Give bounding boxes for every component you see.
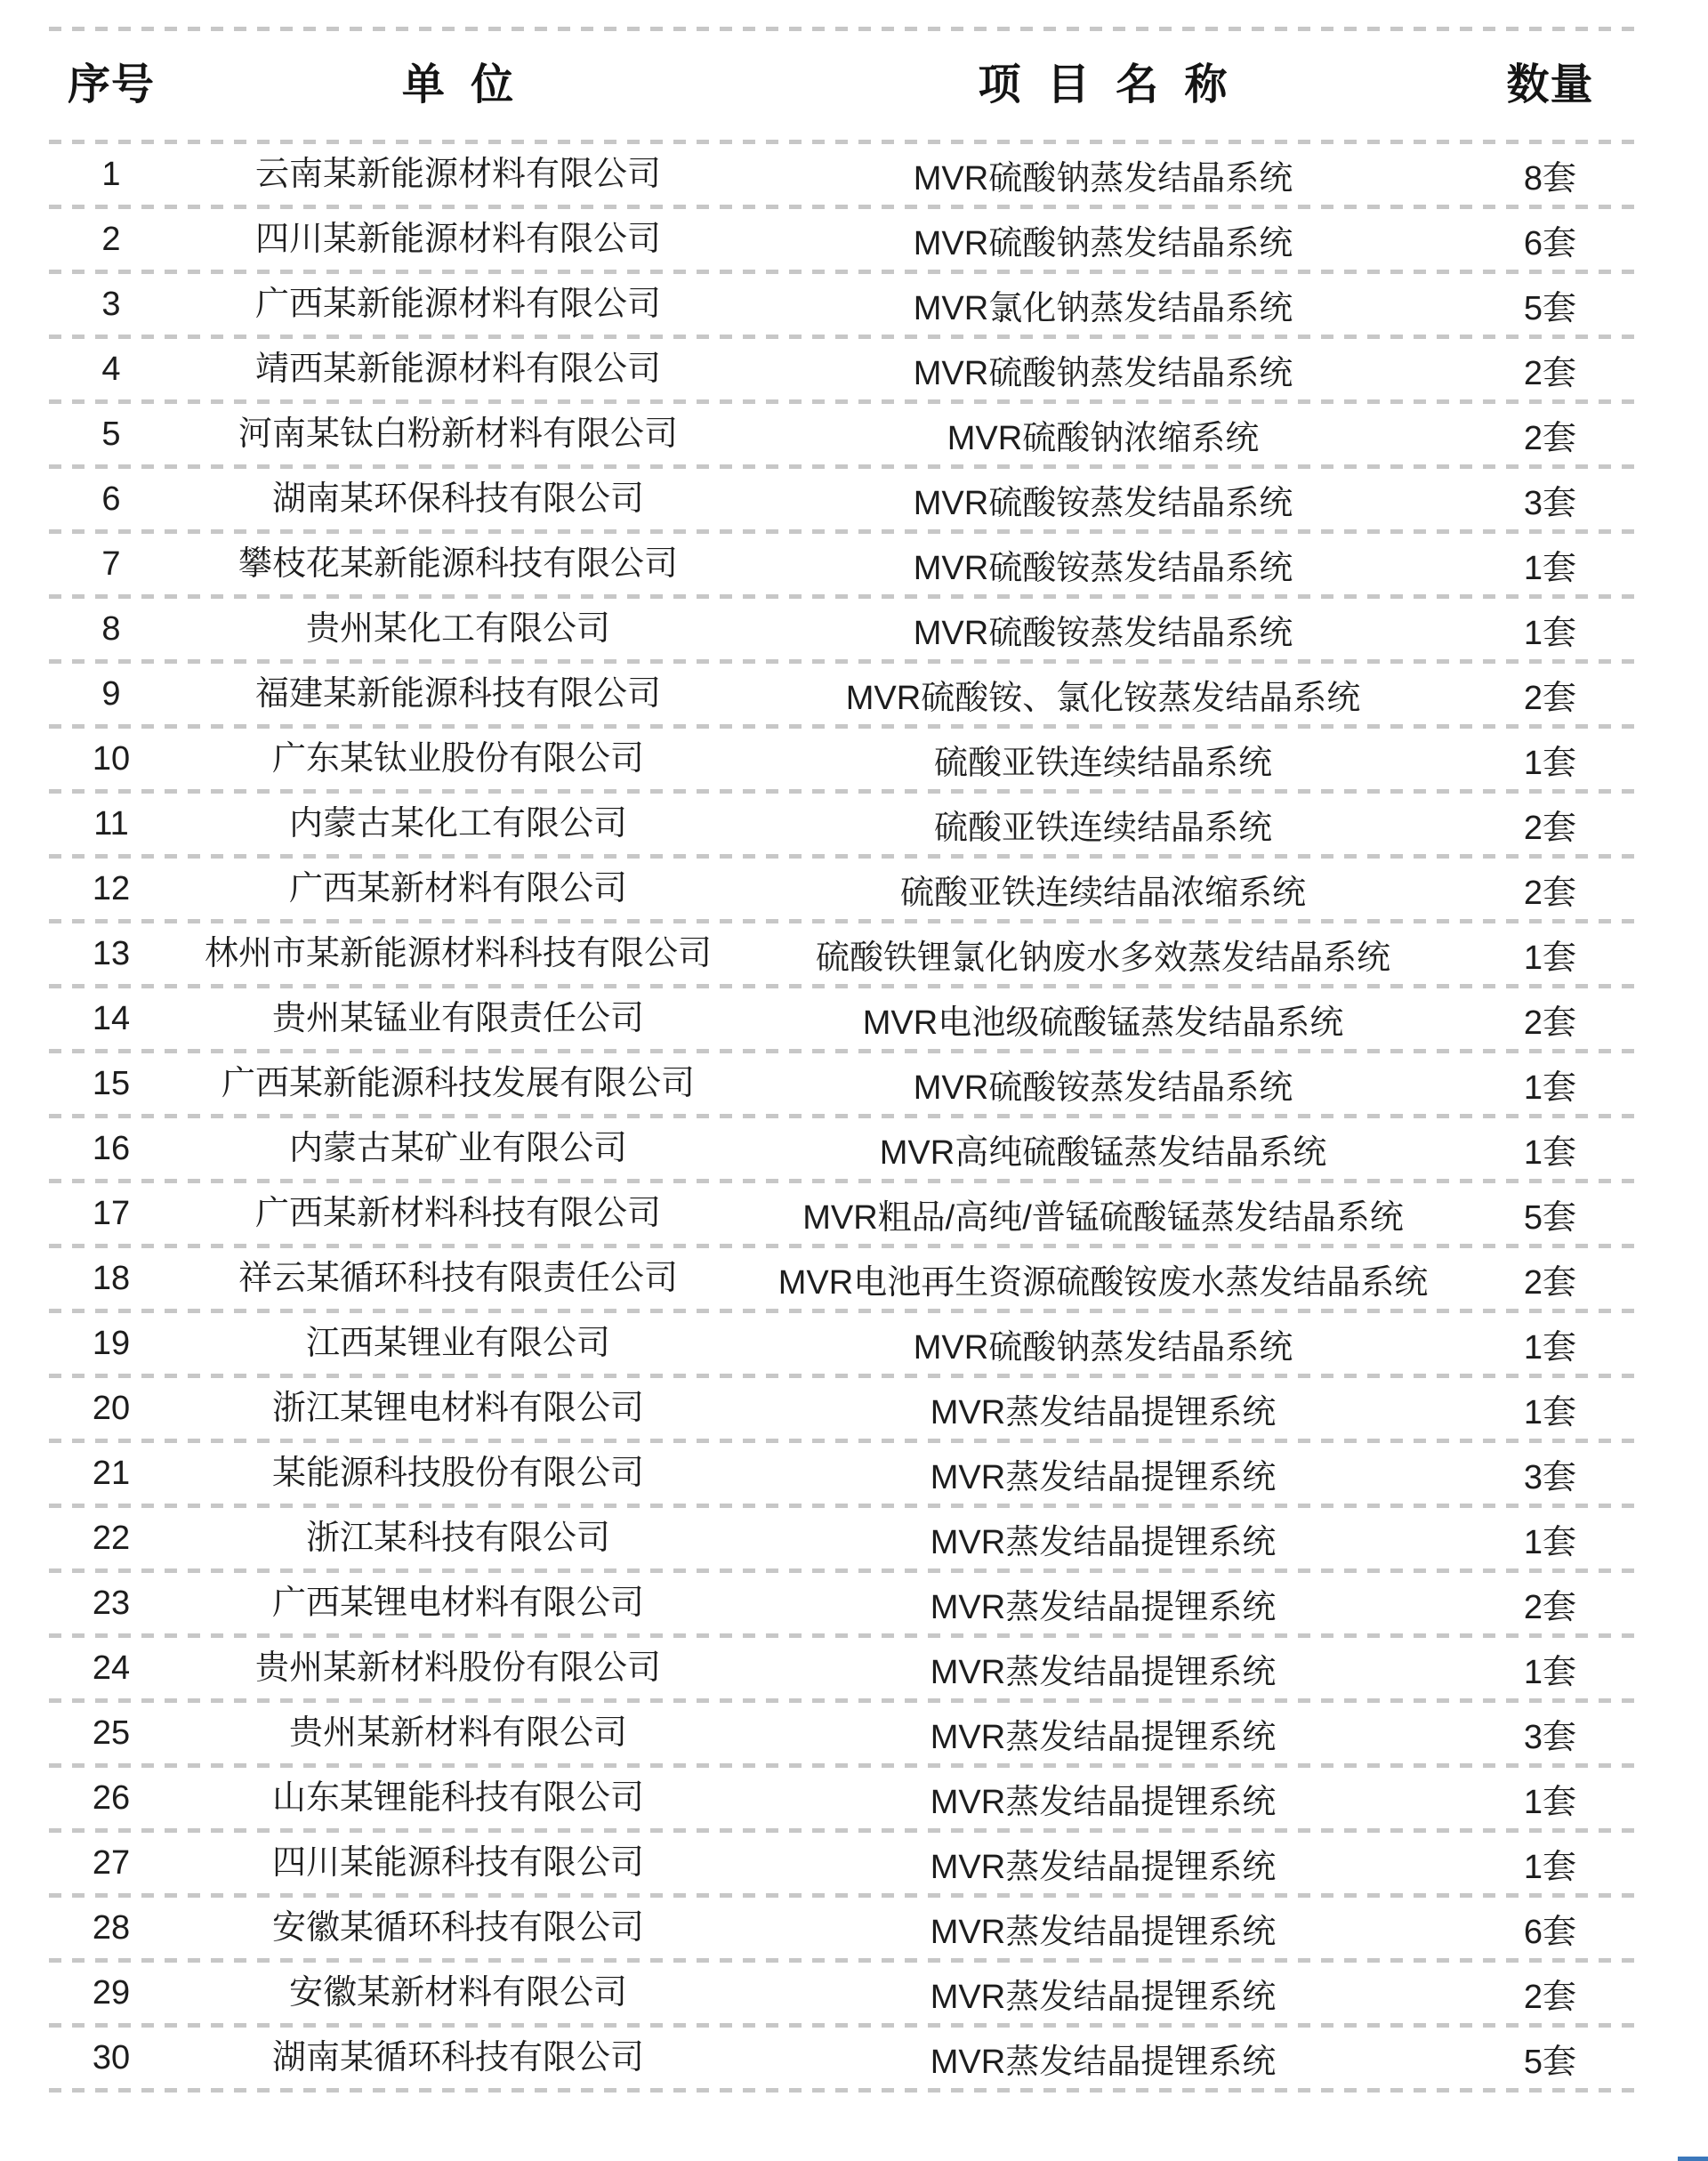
project-cell: MVR高纯硫酸锰蒸发结晶系统 [879, 1134, 1327, 1172]
company-cell: 广西某新能源材料有限公司 [254, 286, 661, 323]
row-index-cell: 30 [92, 2039, 131, 2076]
quantity-cell: 2套 [1523, 1264, 1577, 1302]
company-cell: 福建某新能源科技有限公司 [254, 675, 661, 713]
quantity-cell: 2套 [1523, 875, 1577, 912]
project-cell: MVR硫酸铵、氯化铵蒸发结晶系统 [845, 680, 1361, 717]
project-cell: MVR蒸发结晶提锂系统 [930, 1719, 1277, 1756]
company-cell: 四川某能源科技有限公司 [271, 1844, 644, 1882]
row-index-cell: 8 [101, 610, 121, 648]
quantity-cell: 1套 [1523, 1394, 1577, 1431]
project-cell: MVR硫酸铵蒸发结晶系统 [913, 615, 1293, 652]
project-cell: MVR蒸发结晶提锂系统 [930, 1979, 1277, 2016]
company-cell: 山东某锂能科技有限公司 [271, 1779, 644, 1817]
project-cell: 硫酸铁锂氯化钠废水多效蒸发结晶系统 [815, 939, 1390, 977]
table-row [49, 1703, 1637, 1763]
company-cell: 广西某新材料科技有限公司 [254, 1195, 661, 1232]
quantity-cell: 1套 [1523, 1654, 1577, 1691]
table-row [49, 923, 1637, 984]
table-row [49, 1118, 1637, 1179]
table-row [49, 1573, 1637, 1633]
table-row [49, 988, 1637, 1049]
project-cell: MVR硫酸钠蒸发结晶系统 [913, 1329, 1293, 1367]
table-row [49, 274, 1637, 335]
project-cell: MVR硫酸钠蒸发结晶系统 [913, 160, 1293, 198]
quantity-cell: 1套 [1523, 1524, 1577, 1561]
company-cell: 湖南某循环科技有限公司 [271, 2039, 644, 2076]
company-cell: 贵州某新材料股份有限公司 [254, 1649, 661, 1687]
header-index: 序号 [67, 61, 155, 109]
company-cell: 安徽某循环科技有限公司 [271, 1909, 644, 1947]
project-cell: MVR硫酸钠蒸发结晶系统 [913, 355, 1293, 392]
row-index-cell: 29 [92, 1974, 131, 2012]
quantity-cell: 6套 [1523, 225, 1577, 262]
table-row [49, 2028, 1637, 2088]
project-cell: MVR蒸发结晶提锂系统 [930, 1849, 1277, 1886]
table-row [49, 534, 1637, 594]
quantity-cell: 1套 [1523, 1134, 1577, 1172]
company-cell: 河南某钛白粉新材料有限公司 [238, 415, 678, 453]
table-row [49, 729, 1637, 789]
quantity-cell: 2套 [1523, 1004, 1577, 1042]
header-quantity: 数量 [1506, 61, 1594, 109]
row-index-cell: 26 [92, 1779, 131, 1817]
quantity-cell: 6套 [1523, 1914, 1577, 1951]
table-header-row [49, 31, 1637, 140]
quantity-cell: 3套 [1523, 485, 1577, 522]
table-row [49, 664, 1637, 724]
quantity-cell: 1套 [1523, 939, 1577, 977]
table-row [49, 794, 1637, 854]
row-index-cell: 13 [92, 935, 131, 972]
row-index-cell: 25 [92, 1714, 131, 1752]
quantity-cell: 1套 [1523, 1784, 1577, 1821]
quantity-cell: 3套 [1523, 1459, 1577, 1496]
company-cell: 祥云某循环科技有限责任公司 [238, 1260, 678, 1297]
table-row [49, 209, 1637, 270]
project-cell: MVR蒸发结晶提锂系统 [930, 2044, 1277, 2081]
project-cell: MVR粗品/高纯/普锰硫酸锰蒸发结晶系统 [802, 1199, 1404, 1237]
quantity-cell: 5套 [1523, 1199, 1577, 1237]
company-cell: 浙江某锂电材料有限公司 [271, 1390, 644, 1427]
project-cell: MVR电池级硫酸锰蒸发结晶系统 [862, 1004, 1344, 1042]
header-company: 单 位 [401, 61, 515, 109]
row-index-cell: 5 [101, 415, 121, 453]
row-index-cell: 21 [92, 1455, 131, 1492]
project-cell: MVR蒸发结晶提锂系统 [930, 1654, 1277, 1691]
project-cell: MVR硫酸钠浓缩系统 [947, 420, 1260, 457]
quantity-cell: 1套 [1523, 745, 1577, 782]
table-row [49, 469, 1637, 529]
company-cell: 浙江某科技有限公司 [305, 1520, 610, 1557]
row-index-cell: 9 [101, 675, 121, 713]
company-cell: 某能源科技股份有限公司 [271, 1455, 644, 1492]
quantity-cell: 1套 [1523, 1329, 1577, 1367]
header-project: 项 目 名 称 [978, 61, 1229, 109]
row-index-cell: 11 [93, 805, 129, 843]
quantity-cell: 3套 [1523, 1719, 1577, 1756]
row-index-cell: 15 [92, 1065, 131, 1102]
table-rows [49, 144, 1637, 2092]
row-index-cell: 28 [92, 1909, 131, 1947]
company-cell: 广西某新能源科技发展有限公司 [221, 1065, 695, 1102]
quantity-cell: 1套 [1523, 1849, 1577, 1886]
project-cell: MVR蒸发结晶提锂系统 [930, 1524, 1277, 1561]
project-cell: MVR硫酸铵蒸发结晶系统 [913, 550, 1293, 587]
project-reference-table [49, 27, 1637, 2092]
project-cell: MVR电池再生资源硫酸铵废水蒸发结晶系统 [777, 1264, 1429, 1302]
project-cell: MVR蒸发结晶提锂系统 [930, 1589, 1277, 1626]
table-row [49, 1963, 1637, 2023]
row-index-cell: 7 [101, 545, 121, 583]
company-cell: 广西某新材料有限公司 [288, 870, 627, 907]
table-row [49, 1378, 1637, 1439]
row-index-cell: 14 [92, 1000, 131, 1037]
row-index-cell: 23 [92, 1584, 131, 1622]
table-row [49, 1443, 1637, 1504]
row-index-cell: 17 [92, 1195, 131, 1232]
company-cell: 江西某锂业有限公司 [305, 1325, 610, 1362]
row-index-cell: 4 [101, 351, 121, 388]
project-cell: MVR蒸发结晶提锂系统 [930, 1394, 1277, 1431]
company-cell: 广西某锂电材料有限公司 [271, 1584, 644, 1622]
table-row [49, 144, 1637, 205]
company-cell: 贵州某化工有限公司 [305, 610, 610, 648]
page-corner-accent [1678, 2157, 1708, 2161]
company-cell: 贵州某锰业有限责任公司 [271, 1000, 644, 1037]
company-cell: 安徽某新材料有限公司 [288, 1974, 627, 2012]
row-index-cell: 24 [92, 1649, 131, 1687]
row-index-cell: 18 [92, 1260, 131, 1297]
quantity-cell: 8套 [1523, 160, 1577, 198]
quantity-cell: 2套 [1523, 1979, 1577, 2016]
company-cell: 四川某新能源材料有限公司 [254, 221, 661, 258]
table-row [49, 599, 1637, 659]
row-index-cell: 16 [92, 1130, 131, 1167]
table-row [49, 1313, 1637, 1374]
quantity-cell: 1套 [1523, 550, 1577, 587]
row-index-cell: 27 [92, 1844, 131, 1882]
row-index-cell: 3 [101, 286, 121, 323]
company-cell: 云南某新能源材料有限公司 [254, 156, 661, 193]
quantity-cell: 2套 [1523, 420, 1577, 457]
quantity-cell: 2套 [1523, 680, 1577, 717]
quantity-cell: 2套 [1523, 1589, 1577, 1626]
row-divider [49, 2088, 1637, 2092]
row-index-cell: 12 [92, 870, 131, 907]
project-cell: MVR氯化钠蒸发结晶系统 [913, 290, 1293, 327]
quantity-cell: 1套 [1523, 615, 1577, 652]
project-cell: MVR硫酸铵蒸发结晶系统 [913, 1069, 1293, 1107]
table-row [49, 1183, 1637, 1244]
company-cell: 内蒙古某矿业有限公司 [288, 1130, 627, 1167]
project-cell: 硫酸亚铁连续结晶浓缩系统 [899, 875, 1306, 912]
company-cell: 攀枝花某新能源科技有限公司 [238, 545, 678, 583]
project-cell: MVR硫酸铵蒸发结晶系统 [913, 485, 1293, 522]
table-row [49, 1248, 1637, 1309]
table-row [49, 859, 1637, 919]
project-cell: MVR硫酸钠蒸发结晶系统 [913, 225, 1293, 262]
company-cell: 广东某钛业股份有限公司 [271, 740, 644, 778]
table-row [49, 1053, 1637, 1114]
project-cell: MVR蒸发结晶提锂系统 [930, 1459, 1277, 1496]
table-row [49, 1898, 1637, 1958]
row-index-cell: 19 [92, 1325, 131, 1362]
project-cell: MVR蒸发结晶提锂系统 [930, 1914, 1277, 1951]
quantity-cell: 1套 [1523, 1069, 1577, 1107]
table-row [49, 1638, 1637, 1698]
row-index-cell: 22 [92, 1520, 131, 1557]
row-index-cell: 2 [101, 221, 121, 258]
project-cell: MVR蒸发结晶提锂系统 [930, 1784, 1277, 1821]
company-cell: 湖南某环保科技有限公司 [271, 480, 644, 518]
table-row [49, 404, 1637, 464]
project-cell: 硫酸亚铁连续结晶系统 [933, 810, 1272, 847]
table-row [49, 1768, 1637, 1828]
row-index-cell: 20 [92, 1390, 131, 1427]
table-row [49, 339, 1637, 399]
project-cell: 硫酸亚铁连续结晶系统 [933, 745, 1272, 782]
quantity-cell: 5套 [1523, 2044, 1577, 2081]
quantity-cell: 2套 [1523, 355, 1577, 392]
quantity-cell: 2套 [1523, 810, 1577, 847]
company-cell: 内蒙古某化工有限公司 [288, 805, 627, 843]
company-cell: 林州市某新能源材料科技有限公司 [204, 935, 712, 972]
company-cell: 靖西某新能源材料有限公司 [254, 351, 661, 388]
table-row [49, 1833, 1637, 1893]
table-row [49, 1508, 1637, 1568]
quantity-cell: 5套 [1523, 290, 1577, 327]
row-index-cell: 1 [101, 156, 121, 193]
company-cell: 贵州某新材料有限公司 [288, 1714, 627, 1752]
row-index-cell: 10 [92, 740, 131, 778]
row-index-cell: 6 [101, 480, 121, 518]
